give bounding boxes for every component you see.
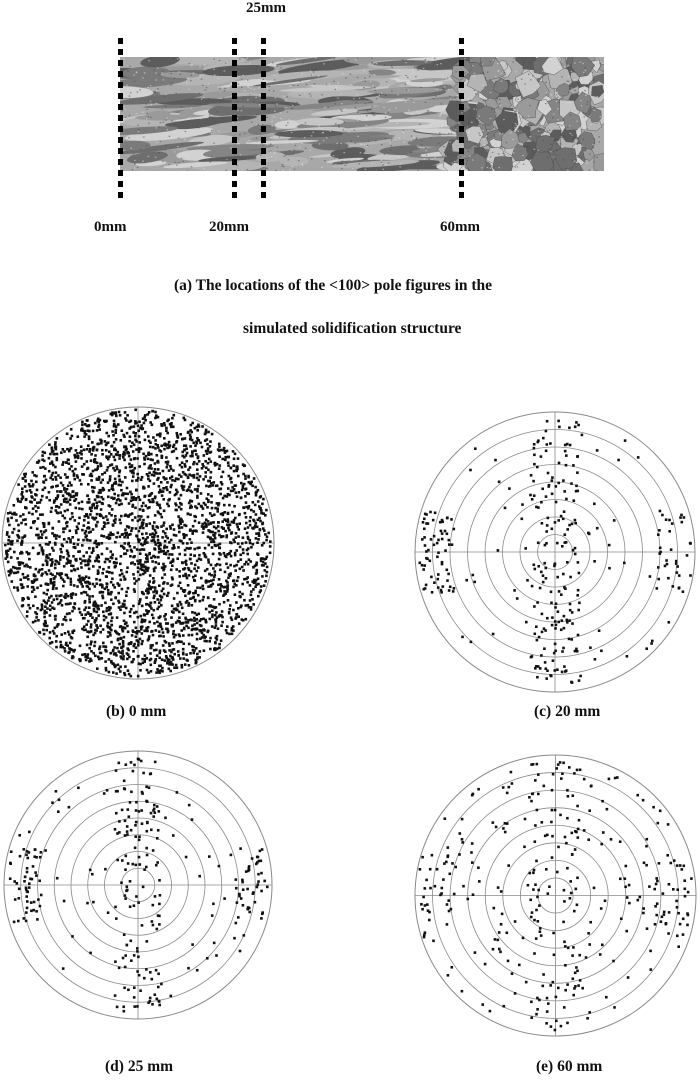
marker-label-25mm: 25mm: [246, 0, 286, 16]
marker-label-60mm: 60mm: [440, 219, 480, 235]
pole-figure-0mm: [0, 405, 276, 681]
caption-a-line2: simulated solidification structure: [243, 320, 462, 337]
pole-figure-25mm: [2, 749, 274, 1021]
marker-line-25mm: [261, 38, 266, 198]
pole-figure-20mm: [413, 410, 697, 694]
caption-d: (d) 25 mm: [105, 1058, 174, 1075]
marker-line-20mm: [232, 38, 237, 198]
marker-label-20mm: 20mm: [209, 219, 249, 235]
caption-e: (e) 60 mm: [536, 1058, 603, 1075]
marker-line-60mm: [459, 38, 464, 198]
caption-a-line1: (a) The locations of the <100> pole figures in the: [174, 277, 493, 294]
caption-c: (c) 20 mm: [534, 703, 601, 720]
marker-label-0mm: 0mm: [94, 219, 127, 235]
solidification-structure-image: [120, 57, 604, 171]
pole-figure-60mm: [413, 753, 698, 1038]
marker-line-0mm: [118, 38, 123, 198]
caption-b: (b) 0 mm: [106, 703, 167, 720]
